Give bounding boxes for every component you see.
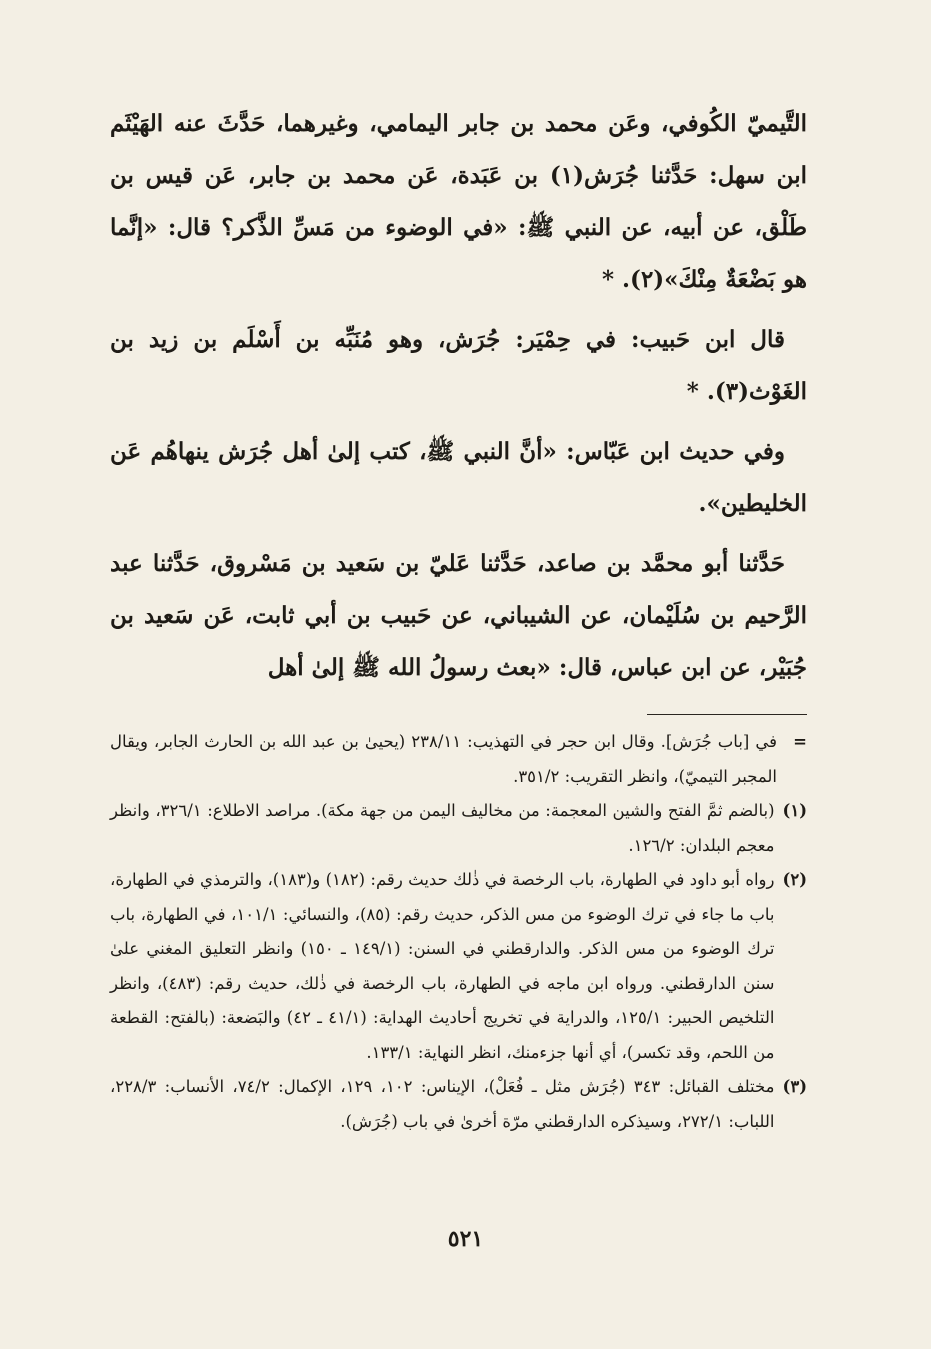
footnote-1 bbox=[110, 794, 807, 863]
footnote-continued bbox=[110, 725, 807, 794]
footnote-mark: (١) bbox=[782, 801, 807, 820]
footnote-mark: (٣) bbox=[782, 1077, 807, 1096]
paragraph-2: قال ابن حَبيب: في حِمْيَر: جُرَش، وهو مُنَبِّه بن أَسْلَم بن زيد بن الغَوْث(٣). * bbox=[110, 326, 807, 405]
page-number: ٥٢١ bbox=[447, 1226, 484, 1252]
footnote-mark: = bbox=[793, 732, 807, 751]
footnote-divider bbox=[647, 714, 807, 715]
footnote-text: رواه أبو داود في الطهارة، باب الرخصة في ذٰلك حديث رقم: (١٨٢) و(١٨٣)، والترمذي في الطهارة، باب ما جاء في ترك الوضوء من مس الذكر، حديث رقم: (٨٥)، والنسائي: ١٠١/١، في الطهارة، باب ترك الوضوء من مس الذكر. والدارقطني في السنن: (١٤٩/١ ـ ١٥٠) وانظر التعليق المغني علىٰ سنن الدارقطني. ورواه ابن ماجه في الطهارة، باب الرخصة في ذٰلك، حديث رقم: (٤٨٣)، وانظر التلخيص الحبير: ١٢٥/١، والدراية في تخريج أحاديث الهداية: (٤١/١ ـ ٤٢) والبَضعة: (بالفتح: القطعة من اللحم، وقد تكسر)، أي أنها جزءمنك، انظر النهاية: ١٣٣/١. bbox=[110, 870, 775, 1062]
footnote-text: مختلف القبائل: ٣٤٣ (جُرَش مثل ـ فُعَلْ)، الإيناس: ١٠٢، ١٢٩، الإكمال: ٧٤/٢، الأنساب: ٢٢٨/٣، اللباب: ٢٧٢/١، وسيذكره الدارقطني مرّة أخرىٰ في باب (جُرَش). bbox=[110, 1077, 775, 1131]
paragraph-4: حَدَّثنا أبو محمَّد بن صاعد، حَدَّثنا عَليّ بن سَعيد بن مَسْروق، حَدَّثنا عبد الرَّحيم بن سُلَيْمان، عن الشيباني، عن حَبيب بن أبي ثابت، عَن سَعيد بن جُبَيْر، عن ابن عباس، قال: «بعث رسولُ الله ﷺ إلىٰ أهل bbox=[110, 550, 807, 681]
footnote-text: (بالضم ثمَّ الفتح والشين المعجمة: من مخاليف اليمن من جهة مكة). مراصد الاطلاع: ٣٢٦/١، وانظر معجم البلدان: ١٢٦/٢. bbox=[110, 801, 775, 855]
footnote-2 bbox=[110, 863, 807, 1070]
footnote-text: في [باب جُرَش]. وقال ابن حجر في التهذيب: ٢٣٨/١١ (يحيىٰ بن عبد الله بن الحارث الجابر، ويقال المجبر التيميّ)، وانظر التقريب: ٣٥١/٢. bbox=[110, 732, 777, 786]
footnote-mark: (٢) bbox=[782, 870, 807, 889]
footnote-3 bbox=[110, 1070, 807, 1139]
main-text bbox=[110, 98, 807, 694]
paragraph-3: وفي حديث ابن عَبّاس: «أنَّ النبي ﷺ، كتب إلىٰ أهل جُرَش ينهاهُم عَن الخليطين». bbox=[110, 438, 807, 517]
paragraph-1: التَّيميّ الكُوفي، وعَن محمد بن جابر اليمامي، وغيرهما، حَدَّثَ عنه الهَيْثَم ابن سهل: حَدَّثنا جُرَش(١) بن عَبَدة، عَن محمد بن جابر، عَن قيس بن طَلْق، عن أبيه، عن النبي ﷺ: «في الوضوء من مَسِّ الذَّكر؟ قال: «إنَّما هو بَضْعَةٌ مِنْكَ»(٢). * bbox=[110, 110, 807, 293]
footnotes bbox=[110, 725, 807, 1139]
